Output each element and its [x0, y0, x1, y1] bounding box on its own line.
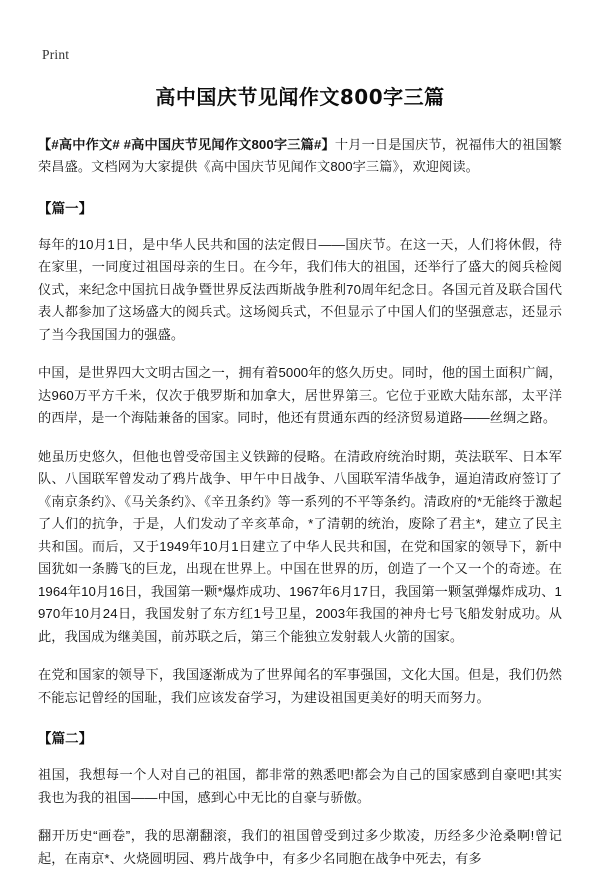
paragraph: 她虽历史悠久，但他也曾受帝国主义铁蹄的侵略。在清政府统治时期，英法联军、日本军队、八国联军曾发动了鸦片战争、甲午中日战争、八国联军清华战争，逼迫清政府签订了《南京条约》、《马关条约》、《辛丑条约》等一系列的不平等条约。清政府的*无能终于激起了人们的抗争，于是，人们发动了辛亥革命，*了清朝的统治，废除了君主*，建立了民主共和国。而后，又于1949年10月1日建立了中华人民共和国，在党和国家的领导下，新中国犹如一条腾飞的巨龙，出现在世界上。中国在世界的历，创造了一个又一个的奇迹。在1964年10月16日，我国第一颗*爆炸成功、1967年6月17日，我国第一颗氢弹爆炸成功、1970年10月24日，我国发射了东方红1号卫星，2003年我国的神舟七号飞船发射成功。从此，我国成为继美国，前苏联之后，第三个能独立发射载人火箭的国家。 — [38, 448, 562, 644]
print-label[interactable]: Print — [42, 47, 70, 62]
paragraph: 祖国，我想每一个人对自己的祖国，都非常的熟悉吧!都会为自己的国家感到自豪吧!其实我也为我的祖国——中国，感到心中无比的自豪与骄傲。 — [38, 767, 562, 805]
section-one — [38, 199, 562, 710]
intro-block — [38, 134, 562, 179]
paragraph: 翻开历史“画卷”，我的思潮翻滚，我们的祖国曾受到过多少欺凌，历经多少沧桑啊!曾记起，在南京*、火烧圆明园、鸦片战争中，有多少名同胞在战争中死去，有多 — [38, 828, 562, 866]
paragraph: 每年的10月1日，是中华人民共和国的法定假日——国庆节。在这一天，人们将休假，待在家里，一同度过祖国母亲的生日。在今年，我们伟大的祖国，还举行了盛大的阅兵检阅仪式，来纪念中国抗日战争暨世界反法西斯战争胜利70周年纪念日。各国元首及联合国代表人都参加了这场盛大的阅兵式。这场阅兵式，不但显示了中国人们的坚强意志，还显示了当今我国国力的强盛。 — [38, 236, 562, 342]
section-heading-two: 【篇二】 — [38, 731, 93, 746]
section-heading-one: 【篇一】 — [38, 200, 93, 216]
section-two — [38, 729, 562, 870]
page-title: 高中国庆节见闻作文800字三篇 — [155, 84, 445, 109]
intro-lead-tag: 【#高中作文# #高中国庆节见闻作文800字三篇#】 — [38, 136, 335, 152]
intro-paragraph — [38, 134, 562, 179]
paragraph: 在党和国家的领导下，我国逐渐成为了世界闻名的军事强国，文化大国。但是，我们仍然不能忘记曾经的国耻，我们应该发奋学习，为建设祖国更美好的明天而努力。 — [38, 667, 562, 705]
paragraph: 中国，是世界四大文明古国之一，拥有着5000年的悠久历史。同时，他的国土面积广阔，达960万平方千米，仅次于俄罗斯和加拿大，居世界第三。它位于亚欧大陆东部，太平洋的西岸，是一个海陆兼备的国家。同时，他还有贯通东西的经济贸易道路——丝绸之路。 — [38, 365, 562, 425]
intro-body-text: 十月一日是国庆节，祝福伟大的祖国繁荣昌盛。文档网为大家提供《高中国庆节见闻作文800字三篇》，欢迎阅读。 — [38, 136, 562, 174]
